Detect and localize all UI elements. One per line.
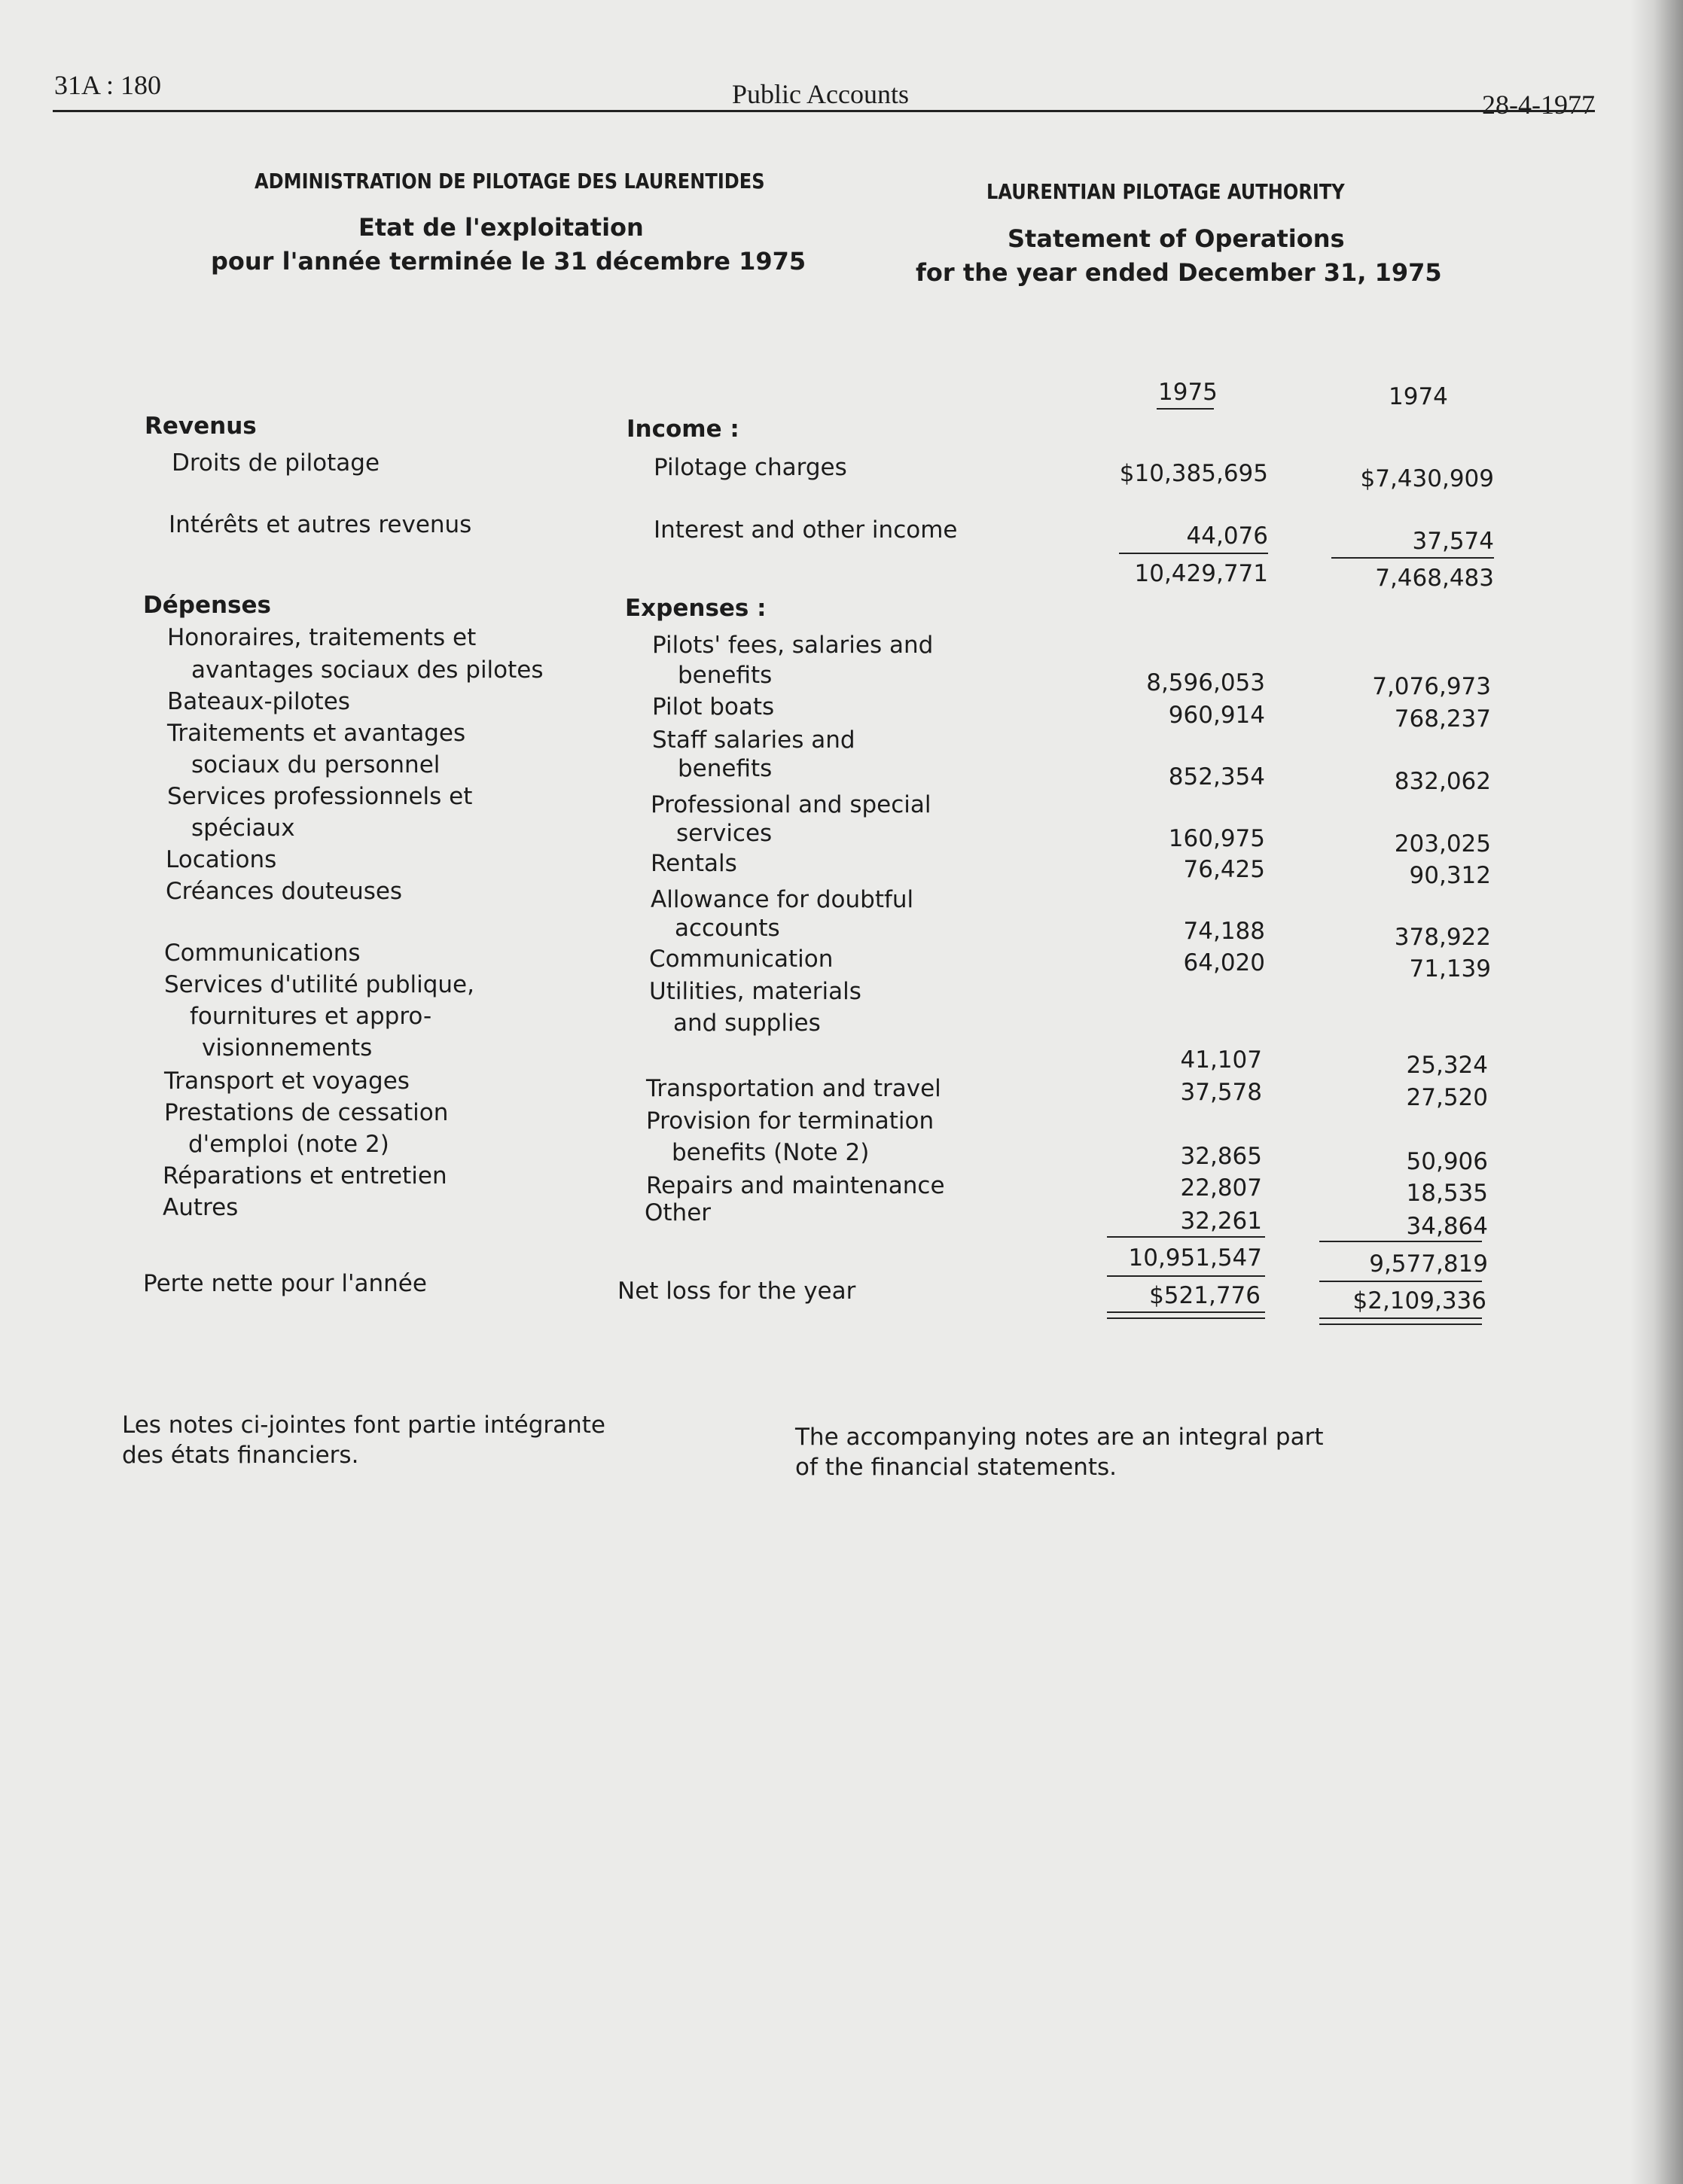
fr-revenus-item: Intérêts et autres revenus	[169, 511, 472, 538]
expense-value-1974: 25,324	[1406, 1052, 1488, 1079]
expense-value-1974: 7,076,973	[1372, 673, 1491, 700]
header-date: 28-4-1977	[1482, 90, 1595, 120]
fr-organization-title: ADMINISTRATION DE PILOTAGE DES LAURENTIDES	[255, 169, 765, 193]
expense-value-1974: 832,062	[1394, 768, 1491, 795]
net-loss-rule-1974	[1319, 1281, 1482, 1282]
fr-expense-line: d'emploi (note 2)	[188, 1131, 389, 1158]
expense-total-rule-1975	[1107, 1236, 1265, 1238]
fr-expense-line: visionnements	[202, 1034, 373, 1062]
en-expense-line: Allowance for doubtful	[651, 886, 914, 913]
en-expense-line: accounts	[675, 915, 780, 942]
en-expense-line: Communication	[649, 946, 834, 973]
net-loss-1974: $2,109,336	[1352, 1287, 1486, 1314]
fr-expense-line: Bateaux-pilotes	[167, 688, 350, 715]
subtotal-rule-1974	[1331, 557, 1494, 559]
expense-value-1975: 64,020	[1183, 949, 1265, 976]
expense-value-1974: 768,237	[1394, 705, 1491, 733]
fr-notes-line: des états financiers.	[122, 1442, 359, 1469]
en-statement-title: Statement of Operations	[1008, 224, 1345, 253]
fr-statement-title: Etat de l'exploitation	[358, 213, 644, 242]
fr-depenses-heading: Dépenses	[143, 592, 271, 619]
fr-expense-line: Prestations de cessation	[164, 1099, 449, 1126]
fr-expense-line: spéciaux	[191, 815, 295, 842]
en-expense-line: and supplies	[673, 1010, 821, 1037]
expense-value-1975: 852,354	[1168, 763, 1265, 790]
expense-value-1974: 27,520	[1406, 1084, 1488, 1111]
expense-value-1975: 76,425	[1183, 856, 1265, 883]
page-number: 31A : 180	[54, 70, 162, 100]
income-total-1975: 10,429,771	[1134, 560, 1268, 587]
en-expense-line: services	[676, 820, 773, 847]
fr-expense-line: avantages sociaux des pilotes	[191, 656, 544, 684]
expense-value-1974: 18,535	[1406, 1180, 1488, 1207]
en-expense-line: Repairs and maintenance	[646, 1172, 945, 1199]
fr-expense-line: Réparations et entretien	[163, 1162, 447, 1189]
en-expense-line: Pilot boats	[652, 693, 775, 720]
expense-value-1974: 378,922	[1394, 924, 1491, 951]
expense-value-1975: 960,914	[1168, 702, 1265, 729]
expense-value-1974: 90,312	[1409, 862, 1491, 889]
en-notes-line: of the financial statements.	[795, 1454, 1117, 1481]
expense-value-1975: 74,188	[1183, 918, 1265, 945]
expense-value-1975: 8,596,053	[1146, 669, 1265, 696]
expense-value-1975: 32,261	[1180, 1208, 1262, 1235]
expense-total-1975: 10,951,547	[1128, 1244, 1262, 1272]
expense-total-1974: 9,577,819	[1369, 1250, 1488, 1278]
en-expenses-heading: Expenses :	[625, 595, 767, 622]
expense-value-1974: 203,025	[1394, 830, 1491, 857]
fr-net-loss-label: Perte nette pour l'année	[143, 1270, 427, 1297]
net-loss-double-rule-1974	[1319, 1317, 1482, 1325]
fr-expense-line: Transport et voyages	[164, 1068, 410, 1095]
fr-period: pour l'année terminée le 31 décembre 1975	[211, 247, 806, 276]
fr-expense-line: Traitements et avantages	[167, 720, 466, 747]
fr-expense-line: Locations	[166, 846, 277, 873]
expense-total-rule-1974	[1319, 1241, 1482, 1242]
fr-expense-line: Autres	[163, 1194, 239, 1221]
fr-expense-line: Services d'utilité publique,	[164, 971, 474, 998]
en-expense-line: Other	[645, 1199, 712, 1226]
net-loss-1975: $521,776	[1149, 1282, 1261, 1309]
en-organization-title: LAURENTIAN PILOTAGE AUTHORITY	[986, 179, 1345, 204]
en-income-item: Pilotage charges	[654, 454, 847, 481]
header-rule	[53, 110, 1595, 112]
en-expense-line: Pilots' fees, salaries and	[652, 632, 934, 659]
year-underline-1975	[1157, 408, 1214, 410]
income-value-1974: 37,574	[1412, 528, 1494, 555]
expense-value-1975: 22,807	[1180, 1174, 1262, 1202]
en-expense-line: Rentals	[651, 850, 737, 877]
net-loss-rule-1975	[1107, 1275, 1265, 1277]
fr-expense-line: Communications	[164, 940, 361, 967]
fr-expense-line: Services professionnels et	[167, 783, 473, 810]
expense-value-1974: 50,906	[1406, 1148, 1488, 1175]
en-income-heading: Income :	[627, 416, 739, 443]
income-total-1974: 7,468,483	[1375, 565, 1494, 592]
fr-notes-line: Les notes ci-jointes font partie intégrante	[122, 1412, 605, 1439]
en-net-loss-label: Net loss for the year	[617, 1278, 856, 1305]
year-header-1974: 1974	[1389, 383, 1448, 410]
income-value-1975: $10,385,695	[1119, 460, 1268, 487]
en-expense-line: benefits	[678, 755, 773, 782]
expense-value-1975: 160,975	[1168, 825, 1265, 852]
en-notes-line: The accompanying notes are an integral part	[795, 1424, 1324, 1451]
en-income-item: Interest and other income	[654, 516, 958, 544]
en-expense-line: Transportation and travel	[646, 1075, 941, 1102]
en-expense-line: Provision for termination	[646, 1107, 934, 1135]
net-loss-double-rule-1975	[1107, 1311, 1265, 1319]
page-edge-shadow	[1630, 0, 1683, 2184]
en-period: for the year ended December 31, 1975	[916, 258, 1442, 287]
fr-expense-line: Créances douteuses	[166, 878, 403, 905]
year-header-1975: 1975	[1158, 379, 1218, 406]
expense-value-1975: 41,107	[1180, 1046, 1262, 1074]
income-value-1975: 44,076	[1186, 522, 1268, 550]
en-expense-line: Staff salaries and	[652, 726, 855, 754]
fr-expense-line: sociaux du personnel	[191, 751, 441, 778]
fr-revenus-item: Droits de pilotage	[172, 449, 380, 477]
fr-revenus-heading: Revenus	[145, 413, 257, 440]
income-value-1974: $7,430,909	[1360, 465, 1494, 492]
en-expense-line: Utilities, materials	[649, 978, 861, 1005]
en-expense-line: benefits (Note 2)	[672, 1139, 870, 1166]
en-expense-line: benefits	[678, 662, 773, 689]
subtotal-rule-1975	[1119, 553, 1268, 554]
expense-value-1975: 37,578	[1180, 1079, 1262, 1106]
expense-value-1974: 71,139	[1409, 955, 1491, 982]
publication-title: Public Accounts	[732, 79, 909, 109]
expense-value-1975: 32,865	[1180, 1143, 1262, 1170]
fr-expense-line: Honoraires, traitements et	[167, 624, 477, 651]
expense-value-1974: 34,864	[1406, 1213, 1488, 1240]
en-expense-line: Professional and special	[651, 791, 931, 818]
fr-expense-line: fournitures et appro-	[190, 1003, 432, 1030]
